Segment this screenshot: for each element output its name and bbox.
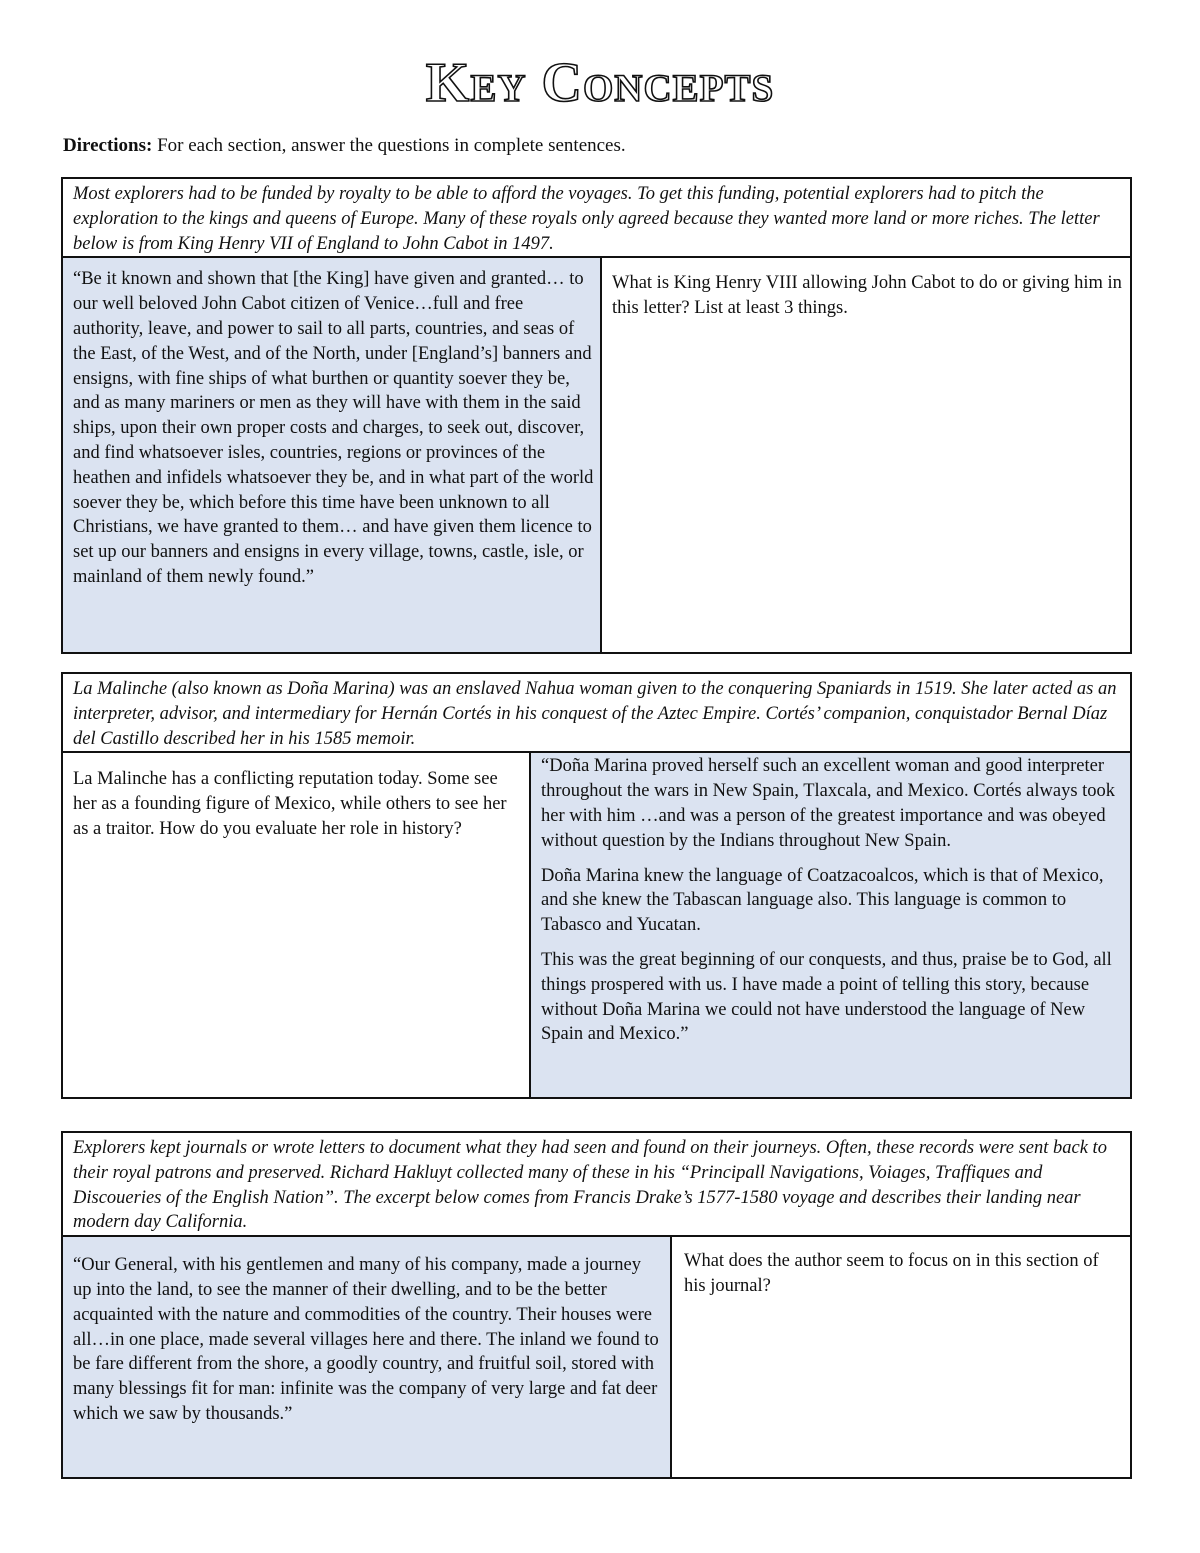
section-malinche bbox=[61, 672, 1132, 1099]
quote-paragraph: “Doña Marina proved herself such an excellent woman and good interpreter throughout the wars in New Spain, Tlaxcala, and Mexico. Cortés always took her with him …and was a person of the greatest importance and was obeyed without question by the Indians throughout New Spain. bbox=[541, 756, 1116, 851]
section-intro: Explorers kept journals or wrote letters to document what they had seen and found on their journeys. Often, these records were sent back to their royal patrons and preserved. Richard Hakluyt collected many of these in his “Principall Navigations, Voiages, Traffiques and Discoueries of the English Nation”. The excerpt below comes from Francis Drake’s 1577-1580 voyage and describes their landing near modern day California. bbox=[62, 1132, 1131, 1236]
quote-paragraph: Doña Marina knew the language of Coatzacoalcos, which is that of Mexico, and she knew the Tabascan language also. This language is common to Tabasco and Yucatan. bbox=[541, 865, 1104, 936]
section-drake bbox=[61, 1131, 1132, 1479]
section-intro: Most explorers had to be funded by royalty to be able to afford the voyages. To get this funding, potential explorers had to pitch the exploration to the kings and queens of Europe. Many of these royals only agreed because they wanted more land or more riches. The letter below is from King Henry VII of England to John Cabot in 1497. bbox=[62, 178, 1131, 257]
page-title: Key Concepts bbox=[425, 52, 775, 114]
section-cabot bbox=[61, 177, 1132, 654]
primary-source-quote: “Be it known and shown that [the King] have given and granted… to our well beloved John Cabot citizen of Venice…full and free authority, leave, and power to sail to all parts, countries, and seas of the East, of the West, and of the North, under [England’s] banners and ensigns, with fine ships of what burthen or quantity soever they be, and as many mariners or men as they will have with them in the said ships, upon their own proper costs and charges, to seek out, discover, and find whatsoever isles, countries, regions or provinces of the heathen and infidels whatsoever they be, and in what part of the world soever they be, which before this time have been unknown to all Christians, we have granted to them… and have given them licence to set up our banners and ensigns in every village, towns, castle, isle, or mainland of them newly found.” bbox=[62, 257, 601, 653]
question-text[interactable]: La Malinche has a conflicting reputation today. Some see her as a founding figure of Mexico, while others to see her as a traitor. How do you evaluate her role in history? bbox=[62, 752, 530, 1098]
section-intro: La Malinche (also known as Doña Marina) was an enslaved Nahua woman given to the conquering Spaniards in 1519. She later acted as an interpreter, advisor, and intermediary for Hernán Cortés in his conquest of the Aztec Empire. Cortés’ companion, conquistador Bernal Díaz del Castillo described her in his 1585 memoir. bbox=[62, 673, 1131, 752]
directions bbox=[63, 135, 626, 157]
primary-source-quote: “Our General, with his gentlemen and many of his company, made a journey up into the land, to see the manner of their dwelling, and to be the better acquainted with the nature and commodities of the country. Their houses were all…in one place, made several villages here and there. The inland we found to be fare different from the shore, a goodly country, and fruitful soil, stored with many blessings fit for man: infinite was the company of very large and fat deer which we saw by thousands.” bbox=[62, 1236, 671, 1478]
primary-source-quote bbox=[530, 752, 1131, 1098]
question-text[interactable]: What is King Henry VIII allowing John Cabot to do or giving him in this letter? List at least 3 things. bbox=[601, 257, 1131, 653]
directions-text: For each section, answer the questions in complete sentences. bbox=[152, 135, 626, 156]
quote-paragraph: This was the great beginning of our conquests, and thus, praise be to God, all things prospered with us. I have made a point of telling this story, because without Doña Marina we could not have understood the language of New Spain and Mexico.” bbox=[541, 949, 1112, 1045]
directions-label: Directions: bbox=[63, 135, 153, 156]
question-text[interactable]: What does the author seem to focus on in this section of his journal? bbox=[671, 1236, 1131, 1478]
